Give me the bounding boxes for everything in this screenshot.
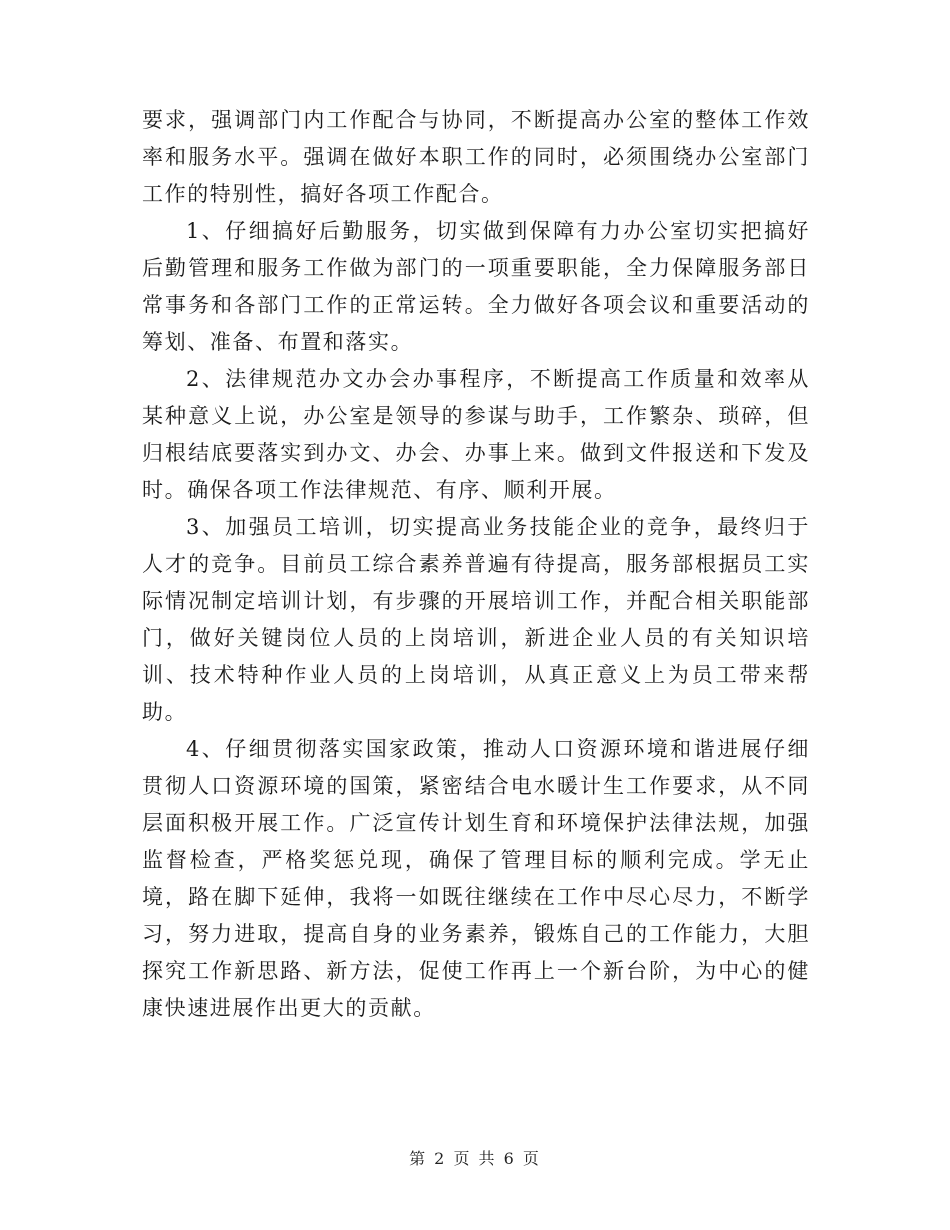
paragraph-item-2: 2、法律规范办文办会办事程序，不断提高工作质量和效率从某种意义上说，办公室是领导的参谋与助手，工作繁杂、琐碎，但归根结底要落实到办文、办会、办事上来。做到文件报送和下发及时。确保各项工作法律规范、有序、顺利开展。: [142, 367, 810, 502]
paragraph-item-1: 1、仔细搞好后勤服务，切实做到保障有力办公室切实把搞好后勤管理和服务工作做为部门的一项重要职能，全力保障服务部日常事务和各部门工作的正常运转。全力做好各项会议和重要活动的筹划、准备、布置和落实。: [142, 219, 810, 354]
page-number-footer: 第 2 页 共 6 页: [409, 1149, 541, 1168]
paragraph-item-3: 3、加强员工培训，切实提高业务技能企业的竞争，最终归于人才的竞争。目前员工综合素养普遍有待提高，服务部根据员工实际情况制定培训计划，有步骤的开展培训工作，并配合相关职能部门，做好关键岗位人员的上岗培训，新进企业人员的有关知识培训、技术特种作业人员的上岗培训，从真正意义上为员工带来帮助。: [142, 515, 810, 724]
document-body: [142, 102, 810, 1027]
paragraph-item-4: 4、仔细贯彻落实国家政策，推动人口资源环境和谐进展仔细贯彻人口资源环境的国策，紧密结合电水暖计生工作要求，从不同层面积极开展工作。广泛宣传计划生育和环境保护法律法规，加强监督检查，严格奖惩兑现，确保了管理目标的顺利完成。学无止境，路在脚下延伸，我将一如既往继续在工作中尽心尽力，不断学习，努力进取，提高自身的业务素养，锻炼自己的工作能力，大胆探究工作新思路、新方法，促使工作再上一个新台阶，为中心的健康快速进展作出更大的贡献。: [142, 737, 810, 1020]
paragraph-continuation: 要求，强调部门内工作配合与协同，不断提高办公室的整体工作效率和服务水平。强调在做好本职工作的同时，必须围绕办公室部门工作的特别性，搞好各项工作配合。: [142, 108, 810, 206]
